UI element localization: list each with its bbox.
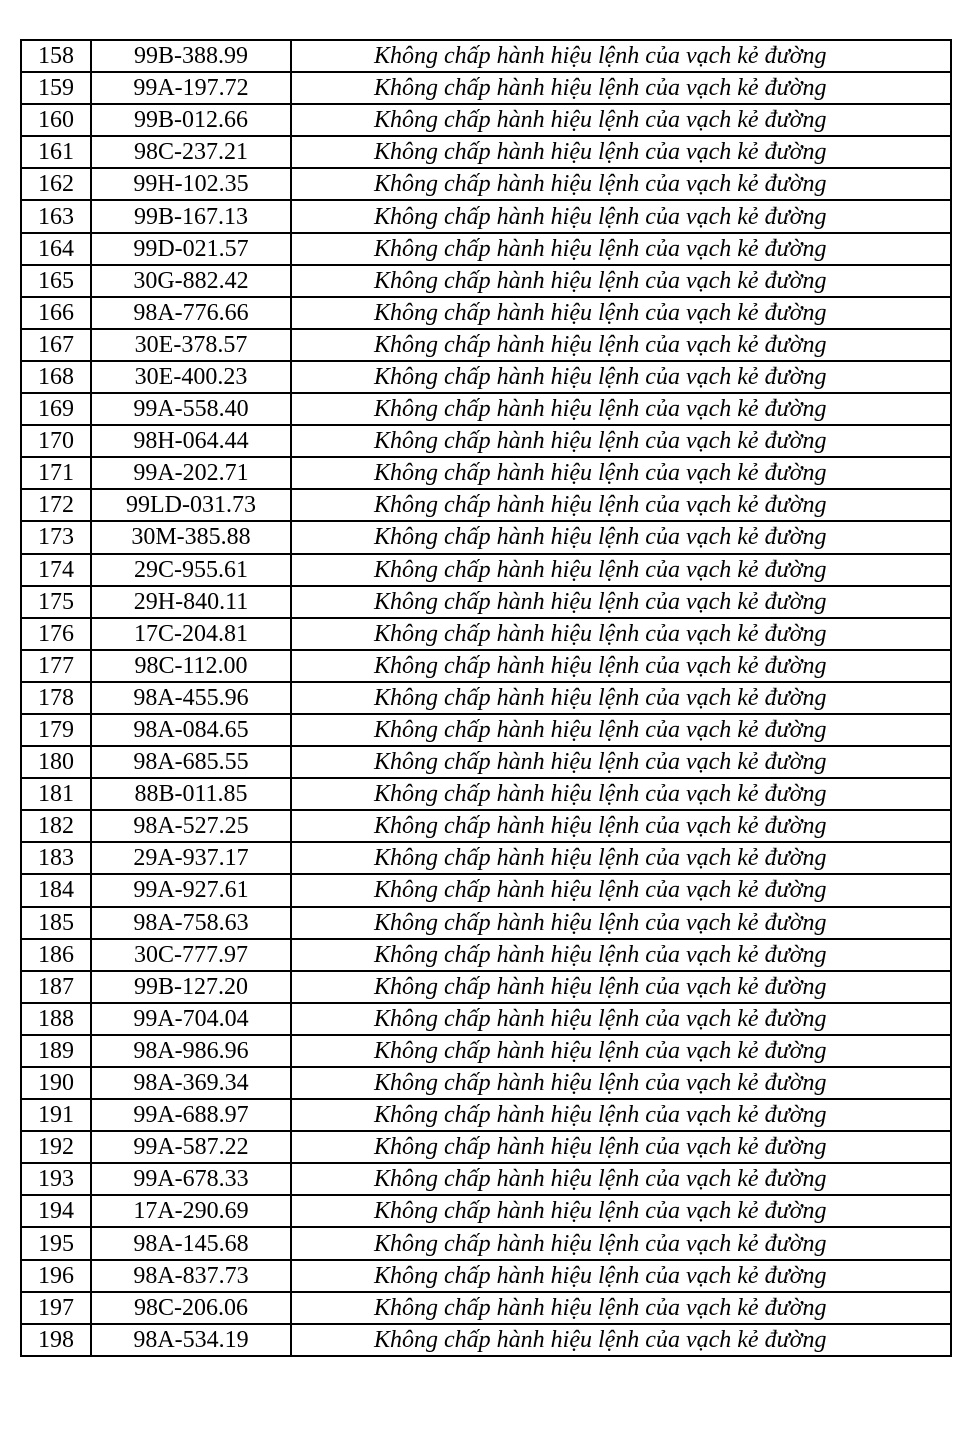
license-plate-cell: 17C-204.81 xyxy=(91,618,291,650)
row-number-cell: 164 xyxy=(21,233,91,265)
row-number-cell: 198 xyxy=(21,1324,91,1356)
row-number-cell: 197 xyxy=(21,1292,91,1324)
violation-description-cell: Không chấp hành hiệu lệnh của vạch kẻ đường xyxy=(291,907,951,939)
row-number-cell: 172 xyxy=(21,489,91,521)
table-row xyxy=(21,104,951,136)
table-row xyxy=(21,971,951,1003)
license-plate-cell: 99A-927.61 xyxy=(91,874,291,906)
table-row xyxy=(21,233,951,265)
license-plate-cell: 17A-290.69 xyxy=(91,1195,291,1227)
violation-description-cell: Không chấp hành hiệu lệnh của vạch kẻ đường xyxy=(291,136,951,168)
table-row xyxy=(21,618,951,650)
table-row xyxy=(21,714,951,746)
row-number-cell: 186 xyxy=(21,939,91,971)
table-row xyxy=(21,200,951,232)
row-number-cell: 162 xyxy=(21,168,91,200)
violation-description-cell: Không chấp hành hiệu lệnh của vạch kẻ đường xyxy=(291,1227,951,1259)
license-plate-cell: 98A-534.19 xyxy=(91,1324,291,1356)
row-number-cell: 174 xyxy=(21,554,91,586)
violation-description-cell: Không chấp hành hiệu lệnh của vạch kẻ đường xyxy=(291,1324,951,1356)
violations-table xyxy=(20,39,952,1357)
row-number-cell: 180 xyxy=(21,746,91,778)
license-plate-cell: 99A-704.04 xyxy=(91,1003,291,1035)
violation-description-cell: Không chấp hành hiệu lệnh của vạch kẻ đường xyxy=(291,1131,951,1163)
table-row xyxy=(21,1099,951,1131)
table-row xyxy=(21,1131,951,1163)
table-row xyxy=(21,650,951,682)
table-row xyxy=(21,393,951,425)
license-plate-cell: 30E-378.57 xyxy=(91,329,291,361)
license-plate-cell: 88B-011.85 xyxy=(91,778,291,810)
row-number-cell: 169 xyxy=(21,393,91,425)
row-number-cell: 165 xyxy=(21,265,91,297)
row-number-cell: 158 xyxy=(21,40,91,72)
violation-description-cell: Không chấp hành hiệu lệnh của vạch kẻ đường xyxy=(291,778,951,810)
violation-description-cell: Không chấp hành hiệu lệnh của vạch kẻ đường xyxy=(291,1195,951,1227)
license-plate-cell: 99B-388.99 xyxy=(91,40,291,72)
violation-description-cell: Không chấp hành hiệu lệnh của vạch kẻ đường xyxy=(291,521,951,553)
violation-description-cell: Không chấp hành hiệu lệnh của vạch kẻ đường xyxy=(291,393,951,425)
table-row xyxy=(21,1227,951,1259)
violation-description-cell: Không chấp hành hiệu lệnh của vạch kẻ đường xyxy=(291,874,951,906)
row-number-cell: 194 xyxy=(21,1195,91,1227)
violation-description-cell: Không chấp hành hiệu lệnh của vạch kẻ đường xyxy=(291,1163,951,1195)
violation-description-cell: Không chấp hành hiệu lệnh của vạch kẻ đường xyxy=(291,361,951,393)
table-row xyxy=(21,136,951,168)
violation-description-cell: Không chấp hành hiệu lệnh của vạch kẻ đường xyxy=(291,265,951,297)
row-number-cell: 191 xyxy=(21,1099,91,1131)
row-number-cell: 183 xyxy=(21,842,91,874)
license-plate-cell: 99LD-031.73 xyxy=(91,489,291,521)
violation-description-cell: Không chấp hành hiệu lệnh của vạch kẻ đường xyxy=(291,971,951,1003)
table-row xyxy=(21,810,951,842)
violation-description-cell: Không chấp hành hiệu lệnh của vạch kẻ đường xyxy=(291,1067,951,1099)
license-plate-cell: 98A-776.66 xyxy=(91,297,291,329)
violation-description-cell: Không chấp hành hiệu lệnh của vạch kẻ đường xyxy=(291,329,951,361)
row-number-cell: 181 xyxy=(21,778,91,810)
table-row xyxy=(21,586,951,618)
license-plate-cell: 30M-385.88 xyxy=(91,521,291,553)
table-row xyxy=(21,1260,951,1292)
violation-description-cell: Không chấp hành hiệu lệnh của vạch kẻ đường xyxy=(291,1035,951,1067)
license-plate-cell: 98A-986.96 xyxy=(91,1035,291,1067)
table-row xyxy=(21,425,951,457)
violation-description-cell: Không chấp hành hiệu lệnh của vạch kẻ đường xyxy=(291,233,951,265)
license-plate-cell: 99A-202.71 xyxy=(91,457,291,489)
violation-description-cell: Không chấp hành hiệu lệnh của vạch kẻ đường xyxy=(291,1292,951,1324)
license-plate-cell: 99B-127.20 xyxy=(91,971,291,1003)
license-plate-cell: 99A-688.97 xyxy=(91,1099,291,1131)
violation-description-cell: Không chấp hành hiệu lệnh của vạch kẻ đường xyxy=(291,586,951,618)
license-plate-cell: 98H-064.44 xyxy=(91,425,291,457)
violation-description-cell: Không chấp hành hiệu lệnh của vạch kẻ đường xyxy=(291,489,951,521)
license-plate-cell: 98A-685.55 xyxy=(91,746,291,778)
row-number-cell: 175 xyxy=(21,586,91,618)
license-plate-cell: 99A-678.33 xyxy=(91,1163,291,1195)
row-number-cell: 176 xyxy=(21,618,91,650)
table-row xyxy=(21,874,951,906)
row-number-cell: 167 xyxy=(21,329,91,361)
license-plate-cell: 98A-145.68 xyxy=(91,1227,291,1259)
row-number-cell: 177 xyxy=(21,650,91,682)
row-number-cell: 184 xyxy=(21,874,91,906)
table-row xyxy=(21,297,951,329)
violation-description-cell: Không chấp hành hiệu lệnh của vạch kẻ đường xyxy=(291,682,951,714)
table-row xyxy=(21,746,951,778)
table-row xyxy=(21,361,951,393)
table-row xyxy=(21,1067,951,1099)
row-number-cell: 185 xyxy=(21,907,91,939)
row-number-cell: 166 xyxy=(21,297,91,329)
license-plate-cell: 99A-587.22 xyxy=(91,1131,291,1163)
row-number-cell: 187 xyxy=(21,971,91,1003)
table-row xyxy=(21,457,951,489)
table-row xyxy=(21,778,951,810)
violation-description-cell: Không chấp hành hiệu lệnh của vạch kẻ đường xyxy=(291,939,951,971)
license-plate-cell: 99D-021.57 xyxy=(91,233,291,265)
license-plate-cell: 99B-012.66 xyxy=(91,104,291,136)
row-number-cell: 173 xyxy=(21,521,91,553)
violation-description-cell: Không chấp hành hiệu lệnh của vạch kẻ đường xyxy=(291,618,951,650)
row-number-cell: 190 xyxy=(21,1067,91,1099)
table-row xyxy=(21,489,951,521)
violation-description-cell: Không chấp hành hiệu lệnh của vạch kẻ đường xyxy=(291,72,951,104)
row-number-cell: 168 xyxy=(21,361,91,393)
violation-description-cell: Không chấp hành hiệu lệnh của vạch kẻ đường xyxy=(291,104,951,136)
license-plate-cell: 29C-955.61 xyxy=(91,554,291,586)
license-plate-cell: 98A-084.65 xyxy=(91,714,291,746)
license-plate-cell: 29A-937.17 xyxy=(91,842,291,874)
table-row xyxy=(21,72,951,104)
table-row xyxy=(21,939,951,971)
table-row xyxy=(21,554,951,586)
license-plate-cell: 99A-558.40 xyxy=(91,393,291,425)
violation-description-cell: Không chấp hành hiệu lệnh của vạch kẻ đường xyxy=(291,425,951,457)
violation-description-cell: Không chấp hành hiệu lệnh của vạch kẻ đường xyxy=(291,842,951,874)
row-number-cell: 161 xyxy=(21,136,91,168)
row-number-cell: 193 xyxy=(21,1163,91,1195)
row-number-cell: 196 xyxy=(21,1260,91,1292)
row-number-cell: 163 xyxy=(21,200,91,232)
row-number-cell: 170 xyxy=(21,425,91,457)
table-row xyxy=(21,265,951,297)
row-number-cell: 171 xyxy=(21,457,91,489)
row-number-cell: 179 xyxy=(21,714,91,746)
table-body xyxy=(21,40,951,1356)
violation-description-cell: Không chấp hành hiệu lệnh của vạch kẻ đường xyxy=(291,810,951,842)
table-row xyxy=(21,682,951,714)
license-plate-cell: 29H-840.11 xyxy=(91,586,291,618)
license-plate-cell: 30G-882.42 xyxy=(91,265,291,297)
license-plate-cell: 98C-206.06 xyxy=(91,1292,291,1324)
license-plate-cell: 99B-167.13 xyxy=(91,200,291,232)
violation-description-cell: Không chấp hành hiệu lệnh của vạch kẻ đường xyxy=(291,1099,951,1131)
license-plate-cell: 98A-837.73 xyxy=(91,1260,291,1292)
violation-description-cell: Không chấp hành hiệu lệnh của vạch kẻ đường xyxy=(291,714,951,746)
table-row xyxy=(21,168,951,200)
license-plate-cell: 30E-400.23 xyxy=(91,361,291,393)
row-number-cell: 182 xyxy=(21,810,91,842)
violation-description-cell: Không chấp hành hiệu lệnh của vạch kẻ đường xyxy=(291,40,951,72)
table-row xyxy=(21,1324,951,1356)
row-number-cell: 159 xyxy=(21,72,91,104)
row-number-cell: 189 xyxy=(21,1035,91,1067)
violation-description-cell: Không chấp hành hiệu lệnh của vạch kẻ đường xyxy=(291,297,951,329)
table-row xyxy=(21,1163,951,1195)
license-plate-cell: 98A-527.25 xyxy=(91,810,291,842)
license-plate-cell: 98A-758.63 xyxy=(91,907,291,939)
table-row xyxy=(21,907,951,939)
violation-description-cell: Không chấp hành hiệu lệnh của vạch kẻ đường xyxy=(291,457,951,489)
table-row xyxy=(21,1003,951,1035)
license-plate-cell: 30C-777.97 xyxy=(91,939,291,971)
license-plate-cell: 98C-112.00 xyxy=(91,650,291,682)
table-row xyxy=(21,842,951,874)
row-number-cell: 188 xyxy=(21,1003,91,1035)
row-number-cell: 192 xyxy=(21,1131,91,1163)
table-row xyxy=(21,1035,951,1067)
table-row xyxy=(21,1195,951,1227)
table-row xyxy=(21,1292,951,1324)
license-plate-cell: 98A-369.34 xyxy=(91,1067,291,1099)
violation-description-cell: Không chấp hành hiệu lệnh của vạch kẻ đường xyxy=(291,650,951,682)
violation-description-cell: Không chấp hành hiệu lệnh của vạch kẻ đường xyxy=(291,1260,951,1292)
violation-description-cell: Không chấp hành hiệu lệnh của vạch kẻ đường xyxy=(291,200,951,232)
table-row xyxy=(21,329,951,361)
violation-description-cell: Không chấp hành hiệu lệnh của vạch kẻ đường xyxy=(291,554,951,586)
row-number-cell: 160 xyxy=(21,104,91,136)
license-plate-cell: 98C-237.21 xyxy=(91,136,291,168)
violation-description-cell: Không chấp hành hiệu lệnh của vạch kẻ đường xyxy=(291,168,951,200)
license-plate-cell: 99A-197.72 xyxy=(91,72,291,104)
row-number-cell: 195 xyxy=(21,1227,91,1259)
violation-description-cell: Không chấp hành hiệu lệnh của vạch kẻ đường xyxy=(291,746,951,778)
table-row xyxy=(21,521,951,553)
table-row xyxy=(21,40,951,72)
row-number-cell: 178 xyxy=(21,682,91,714)
violation-description-cell: Không chấp hành hiệu lệnh của vạch kẻ đường xyxy=(291,1003,951,1035)
license-plate-cell: 98A-455.96 xyxy=(91,682,291,714)
license-plate-cell: 99H-102.35 xyxy=(91,168,291,200)
